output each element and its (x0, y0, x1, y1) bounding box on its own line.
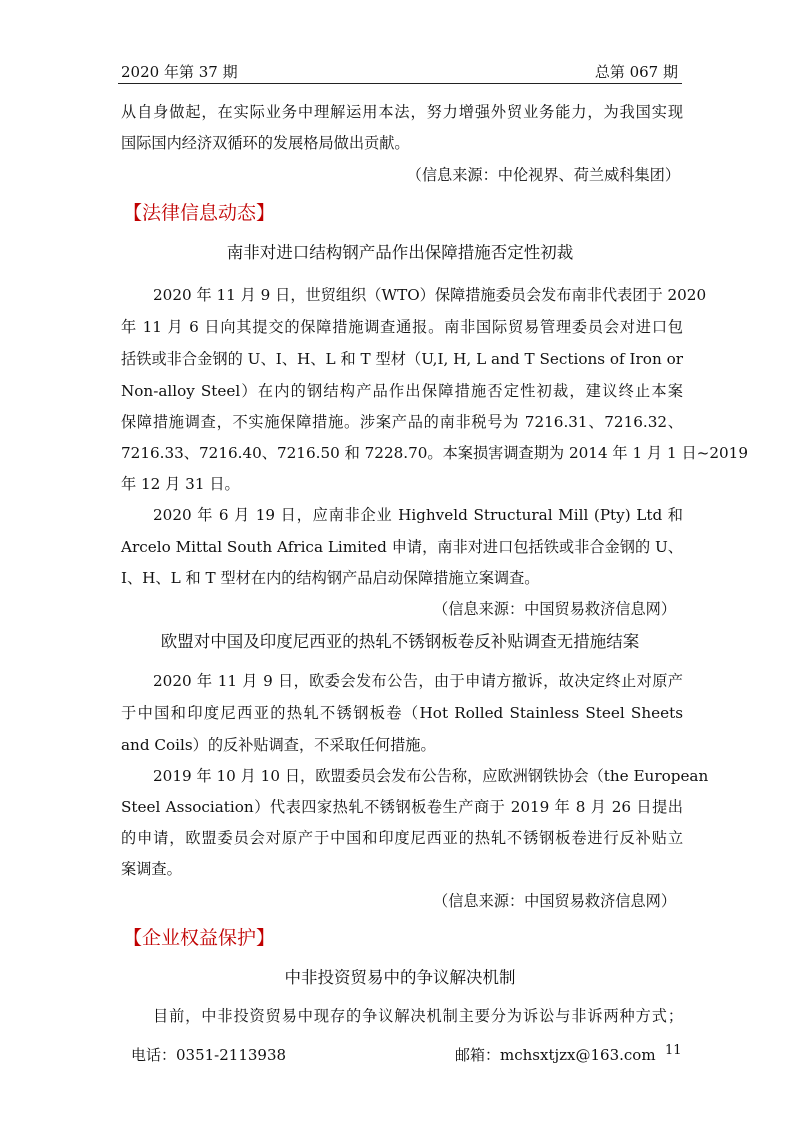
section-heading-legal: 【法律信息动态】 (123, 202, 276, 224)
article-1-p2-line: Arcelo Mittal South Africa Limited 申请，南非对进口包括铁或非合金钢的 U、 (121, 538, 683, 556)
article-2-p2-line: 案调查。 (121, 860, 182, 878)
footer-email: 邮箱：mchsxtjzx@163.com (455, 1046, 656, 1064)
article-1-p1-line: 括铁或非合金钢的 U、I、H、L 和 T 型材（U,I, H, L and T Sections of Iron or (121, 350, 683, 368)
article-2-p1-line: and Coils）的反补贴调查，不采取任何措施。 (121, 736, 436, 754)
article-1-p2-line: I、H、L 和 T 型材在内的结构钢产品启动保障措施立案调查。 (121, 569, 540, 587)
intro-source: （信息来源：中伦视界、荷兰威科集团） (406, 166, 680, 184)
article-1-p1-line: 年 11 月 6 日向其提交的保障措施调查通报。南非国际贸易管理委员会对进口包 (121, 318, 683, 336)
article-1-p2-line: 2020 年 6 月 19 日，应南非企业 Highveld Structural Mill (Pty) Ltd 和 (153, 506, 683, 524)
footer-phone: 电话：0351-2113938 (131, 1046, 287, 1064)
article-2-p1-line: 于中国和印度尼西亚的热轧不锈钢板卷（Hot Rolled Stainless Steel Sheets (121, 704, 683, 722)
total-issue-number: 总第 067 期 (594, 63, 678, 81)
article-1-title: 南非对进口结构钢产品作出保障措施否定性初裁 (226, 243, 574, 262)
article-2-p2-line: Steel Association）代表四家热轧不锈钢板卷生产商于 2019 年 8 月 26 日提出 (121, 798, 683, 816)
issue-number: 2020 年第 37 期 (121, 63, 238, 81)
article-2-title: 欧盟对中国及印度尼西亚的热轧不锈钢板卷反补贴调查无措施结案 (160, 632, 640, 651)
article-2-p1-line: 2020 年 11 月 9 日，欧委会发布公告，由于申请方撤诉，故决定终止对原产 (153, 672, 683, 690)
article-3-title: 中非投资贸易中的争议解决机制 (284, 968, 516, 987)
article-2-p2-line: 2019 年 10 月 10 日，欧盟委员会发布公告称，应欧洲钢铁协会（the European (153, 767, 709, 785)
article-1-p1-line: 7216.33、7216.40、7216.50 和 7228.70。本案损害调查期为 2014 年 1 月 1 日~2019 (121, 444, 749, 462)
article-1-p1-line: Non-alloy Steel）在内的钢结构产品作出保障措施否定性初裁，建议终止本案 (121, 382, 683, 400)
article-2-p2-line: 的申请，欧盟委员会对原产于中国和印度尼西亚的热轧不锈钢板卷进行反补贴立 (121, 829, 683, 847)
article-1-p1-line: 2020 年 11 月 9 日，世贸组织（WTO）保障措施委员会发布南非代表团于 2020 (153, 286, 707, 304)
page-number: 11 (665, 1043, 682, 1058)
article-1-p1-line: 保障措施调查，不实施保障措施。涉案产品的南非税号为 7216.31、7216.32、 (121, 413, 683, 431)
intro-line-2: 国际国内经济双循环的发展格局做出贡献。 (121, 134, 410, 152)
article-3-p1-line: 目前，中非投资贸易中现存的争议解决机制主要分为诉讼与非诉两种方式； (153, 1007, 683, 1025)
article-1-p1-line: 年 12 月 31 日。 (121, 475, 240, 493)
intro-line-1: 从自身做起，在实际业务中理解运用本法，努力增强外贸业务能力，为我国实现 (121, 103, 683, 121)
article-2-source: （信息来源：中国贸易救济信息网） (433, 892, 676, 910)
header-rule (118, 83, 682, 84)
section-heading-enterprise: 【企业权益保护】 (123, 927, 276, 949)
article-1-source: （信息来源：中国贸易救济信息网） (433, 600, 676, 618)
